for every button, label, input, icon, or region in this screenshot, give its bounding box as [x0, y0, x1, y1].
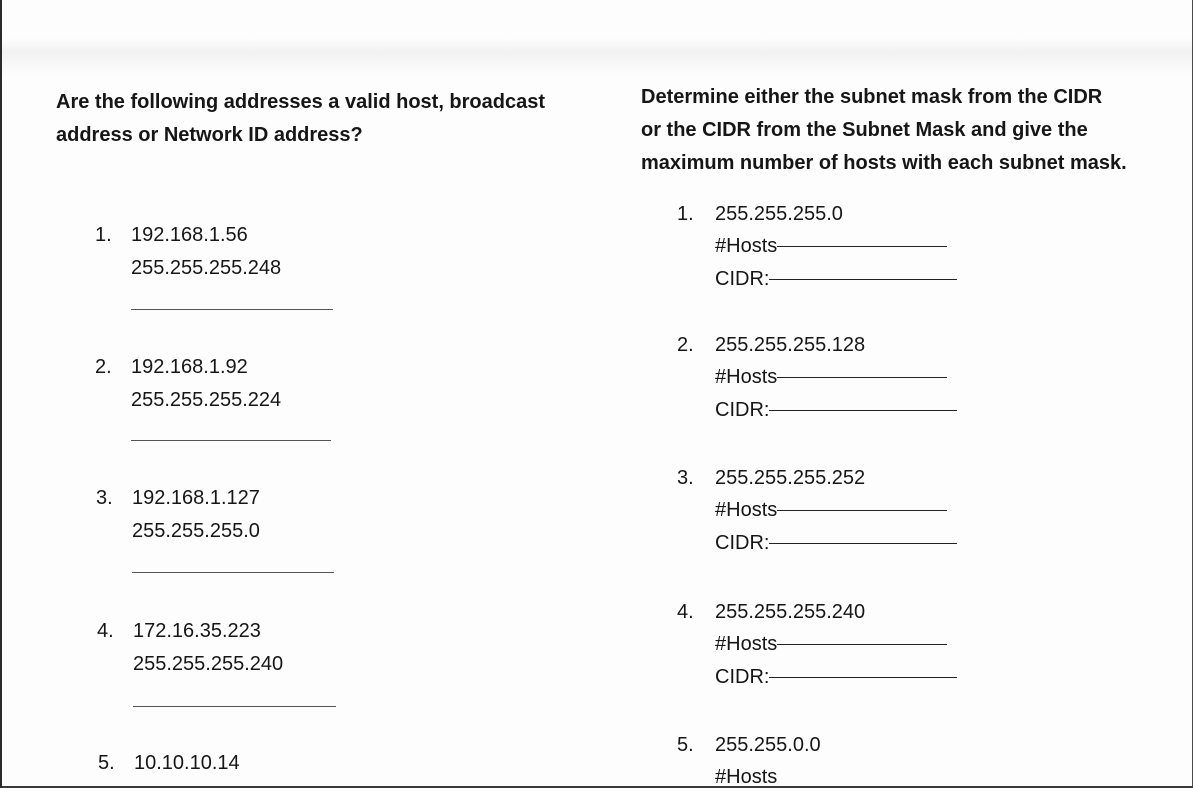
answer-blank[interactable] — [133, 706, 336, 707]
hosts-field — [715, 361, 947, 393]
subnet-mask: 255.255.255.224 — [131, 389, 282, 411]
cidr-field — [715, 661, 957, 693]
question-number: 1. — [95, 224, 112, 246]
cidr-blank[interactable] — [769, 410, 957, 411]
subnet-mask: 255.255.255.0 — [132, 520, 260, 542]
right-instructions — [641, 81, 1181, 180]
right-instructions-line2: or the CIDR from the Subnet Mask and give the — [641, 119, 1088, 141]
question-number: 3. — [677, 467, 694, 489]
cidr-label: CIDR: — [715, 532, 770, 554]
cidr-label: CIDR: — [715, 399, 770, 421]
right-instructions-line1: Determine either the subnet mask from the CIDR — [641, 86, 1103, 108]
cidr-blank[interactable] — [769, 279, 957, 280]
question-number: 2. — [95, 356, 112, 378]
question-number: 2. — [677, 334, 694, 356]
cidr-label: CIDR: — [715, 268, 770, 290]
answer-blank[interactable] — [131, 440, 331, 441]
hosts-label: #Hosts — [715, 499, 778, 521]
hosts-label: #Hosts — [715, 366, 778, 388]
hosts-blank[interactable] — [777, 510, 947, 511]
hosts-blank[interactable] — [777, 246, 947, 247]
ip-address: 192.168.1.92 — [131, 356, 248, 378]
hosts-field — [715, 230, 947, 262]
ip-address: 192.168.1.127 — [132, 487, 260, 509]
subnet-mask: 255.255.255.248 — [131, 257, 282, 279]
hosts-field — [715, 628, 947, 660]
subnet-mask: 255.255.0.0 — [715, 734, 821, 756]
question-number: 4. — [677, 601, 694, 623]
subnet-mask: 255.255.255.0 — [715, 203, 843, 225]
cidr-field — [715, 394, 957, 426]
right-instructions-line3: maximum number of hosts with each subnet mask. — [641, 152, 1127, 174]
hosts-label: #Hosts — [715, 235, 778, 257]
hosts-label: #Hosts — [715, 633, 778, 655]
hosts-field — [715, 494, 947, 526]
hosts-blank[interactable] — [777, 377, 947, 378]
subnet-mask: 255.255.255.240 — [133, 653, 284, 675]
scan-bleed-through — [2, 38, 1193, 78]
answer-blank[interactable] — [132, 572, 334, 573]
answer-blank[interactable] — [131, 309, 333, 310]
left-instructions — [56, 86, 596, 152]
cidr-field — [715, 263, 957, 295]
ip-address: 10.10.10.14 — [134, 752, 240, 774]
subnet-mask: 255.255.255.128 — [715, 334, 866, 356]
hosts-blank[interactable] — [777, 644, 947, 645]
left-instructions-line2: address or Network ID address? — [56, 124, 363, 146]
question-number: 1. — [677, 203, 694, 225]
question-number: 5. — [98, 752, 115, 774]
ip-address: 172.16.35.223 — [133, 620, 261, 642]
cidr-blank[interactable] — [769, 677, 957, 678]
hosts-field — [715, 761, 777, 788]
cidr-blank[interactable] — [769, 543, 957, 544]
question-number: 5. — [677, 734, 694, 756]
hosts-label: #Hosts — [715, 766, 778, 788]
cidr-label: CIDR: — [715, 666, 770, 688]
cidr-field — [715, 527, 957, 559]
ip-address: 192.168.1.56 — [131, 224, 248, 246]
question-number: 4. — [97, 620, 114, 642]
question-number: 3. — [96, 487, 113, 509]
left-instructions-line1: Are the following addresses a valid host, broadcast — [56, 91, 546, 113]
subnet-mask: 255.255.255.252 — [715, 467, 866, 489]
subnet-mask: 255.255.255.240 — [715, 601, 866, 623]
